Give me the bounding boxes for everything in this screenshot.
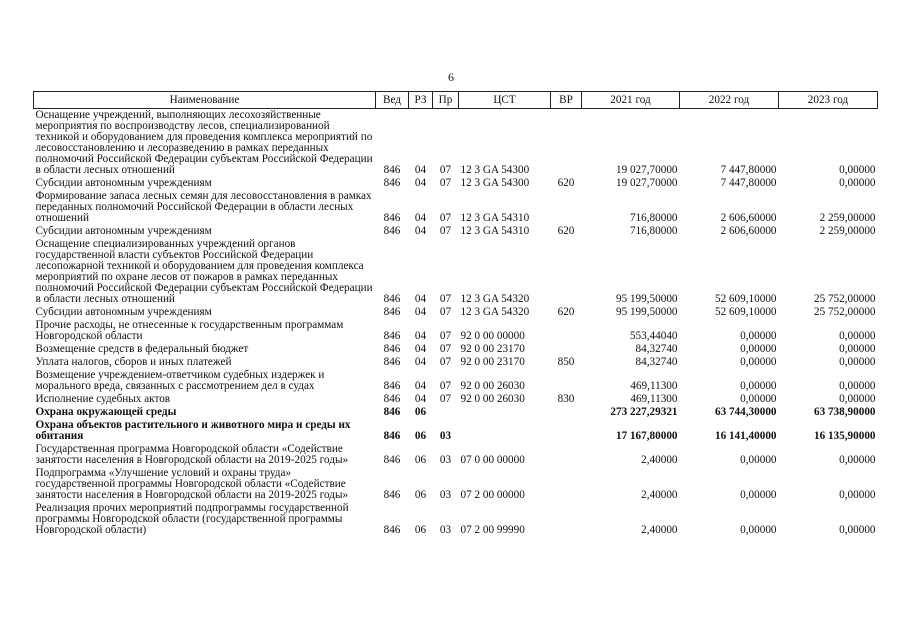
row-name-cell: Формирование запаса лесных семян для лесовосстановления в рамках переданных полномочий Российской Федерации в области лесных отношений bbox=[35, 190, 372, 224]
row-ved-cell: 846 bbox=[383, 454, 401, 466]
row-ved-cell: 846 bbox=[383, 393, 401, 405]
row-cst-cell: 07 0 00 00000 bbox=[460, 454, 525, 466]
row-rz-cell: 04 bbox=[414, 380, 427, 392]
row-vr-cell bbox=[551, 443, 582, 467]
row-2022-value: 7 447,80000 bbox=[720, 164, 777, 176]
row-pr-cell: 07 bbox=[439, 356, 452, 368]
table-row bbox=[34, 319, 878, 343]
row-vr-cell bbox=[551, 343, 582, 356]
row-cst-cell: 12 3 GA 54300 bbox=[460, 164, 530, 176]
row-rz-cell: 06 bbox=[414, 406, 427, 418]
page-number: 6 bbox=[448, 70, 454, 84]
row-2021-value: 553,44040 bbox=[629, 330, 678, 342]
row-pr-cell: 03 bbox=[439, 454, 452, 466]
row-2023-value: 0,00000 bbox=[839, 177, 876, 189]
row-2021-value: 2,40000 bbox=[641, 454, 678, 466]
row-ved-cell: 846 bbox=[383, 524, 401, 536]
table-row bbox=[34, 502, 878, 537]
row-cst-cell: 92 0 00 00000 bbox=[460, 330, 525, 342]
table-row bbox=[34, 467, 878, 502]
row-name-cell: Охрана объектов растительного и животного мира и среды их обитания bbox=[35, 419, 351, 442]
row-name-cell: Исполнение судебных актов bbox=[35, 393, 171, 405]
row-vr-cell bbox=[551, 502, 582, 537]
row-rz-cell: 04 bbox=[414, 225, 427, 237]
row-pr-cell: 07 bbox=[439, 380, 452, 392]
row-2021-value: 273 227,29321 bbox=[610, 406, 678, 418]
row-2023-value: 0,00000 bbox=[839, 489, 876, 501]
row-cst-cell: 92 0 00 23170 bbox=[460, 356, 525, 368]
row-rz-cell: 04 bbox=[414, 330, 427, 342]
row-pr-cell: 03 bbox=[439, 489, 452, 501]
row-pr-cell: 07 bbox=[439, 393, 452, 405]
row-vr-cell: 620 bbox=[557, 225, 575, 237]
table-row bbox=[34, 177, 878, 190]
row-2022-value: 0,00000 bbox=[740, 489, 777, 501]
row-cst-cell: 92 0 00 26030 bbox=[460, 380, 525, 392]
row-name-cell: Прочие расходы, не отнесенные к государственным программам Новгородской области bbox=[35, 319, 344, 342]
row-2022-value: 63 744,30000 bbox=[714, 406, 777, 418]
row-2021-value: 2,40000 bbox=[641, 524, 678, 536]
row-2023-value: 2 259,00000 bbox=[819, 212, 876, 224]
column-header-2021: 2021 год bbox=[582, 92, 680, 109]
row-vr-cell: 830 bbox=[557, 393, 575, 405]
row-2022-value: 0,00000 bbox=[740, 454, 777, 466]
row-2021-value: 84,32740 bbox=[635, 343, 678, 355]
row-2021-value: 95 199,50000 bbox=[615, 293, 678, 305]
row-rz-cell: 04 bbox=[414, 212, 427, 224]
row-2023-value: 25 752,00000 bbox=[813, 293, 876, 305]
table-row bbox=[34, 356, 878, 369]
column-header-pr: Пр bbox=[433, 92, 459, 109]
row-name-cell: Уплата налогов, сборов и иных платежей bbox=[35, 356, 232, 368]
row-2022-value: 0,00000 bbox=[740, 343, 777, 355]
row-2023-value: 0,00000 bbox=[839, 343, 876, 355]
row-ved-cell: 846 bbox=[383, 164, 401, 176]
row-rz-cell: 06 bbox=[414, 430, 427, 442]
row-2021-value: 469,11300 bbox=[630, 380, 678, 392]
row-2021-value: 716,80000 bbox=[629, 225, 678, 237]
row-pr-cell: 07 bbox=[439, 306, 452, 318]
row-ved-cell: 846 bbox=[383, 225, 401, 237]
row-rz-cell: 06 bbox=[414, 524, 427, 536]
row-ved-cell: 846 bbox=[383, 212, 401, 224]
row-vr-cell bbox=[551, 419, 582, 443]
table-row bbox=[34, 190, 878, 225]
row-2023-value: 0,00000 bbox=[839, 454, 876, 466]
row-2022-value: 16 141,40000 bbox=[714, 430, 777, 442]
row-rz-cell: 04 bbox=[414, 164, 427, 176]
row-rz-cell: 04 bbox=[414, 393, 427, 405]
row-2022-value: 0,00000 bbox=[740, 524, 777, 536]
row-cst-cell: 12 3 GA 54320 bbox=[460, 306, 530, 318]
row-pr-cell bbox=[433, 406, 459, 419]
row-2023-value: 0,00000 bbox=[839, 380, 876, 392]
table-row bbox=[34, 393, 878, 406]
row-ved-cell: 846 bbox=[383, 177, 401, 189]
row-2022-value: 7 447,80000 bbox=[720, 177, 777, 189]
row-2023-value: 25 752,00000 bbox=[813, 306, 876, 318]
row-vr-cell bbox=[551, 467, 582, 502]
row-2021-value: 17 167,80000 bbox=[615, 430, 678, 442]
row-vr-cell bbox=[551, 369, 582, 393]
row-name-cell: Субсидии автономным учреждениям bbox=[35, 306, 212, 318]
column-header-vr: ВР bbox=[551, 92, 582, 109]
row-2022-value: 0,00000 bbox=[740, 356, 777, 368]
column-header-name: Наименование bbox=[34, 92, 376, 109]
row-2022-value: 0,00000 bbox=[740, 393, 777, 405]
row-pr-cell: 03 bbox=[439, 430, 452, 442]
row-2021-value: 84,32740 bbox=[635, 356, 678, 368]
row-rz-cell: 06 bbox=[414, 454, 427, 466]
column-header-ved: Вед bbox=[376, 92, 409, 109]
row-cst-cell: 12 3 GA 54320 bbox=[460, 293, 530, 305]
table-row bbox=[34, 225, 878, 238]
row-name-cell: Возмещение средств в федеральный бюджет bbox=[35, 343, 249, 355]
table-header-row bbox=[34, 92, 878, 109]
row-2021-value: 469,11300 bbox=[630, 393, 678, 405]
row-ved-cell: 846 bbox=[383, 406, 401, 418]
row-2023-value: 63 738,90000 bbox=[813, 406, 876, 418]
row-cst-cell: 92 0 00 26030 bbox=[460, 393, 525, 405]
row-name-cell: Государственная программа Новгородской области «Содействие занятости населения в Новгородской области на 2019-2025 годы» bbox=[35, 443, 349, 466]
row-cst-cell bbox=[459, 406, 551, 419]
row-2023-value: 2 259,00000 bbox=[819, 225, 876, 237]
row-name-cell: Подпрограмма «Улучшение условий и охраны труда» государственной программы Новгородской области «Содействие занятости населения в Новгородской области на 2019-2025 годы» bbox=[35, 467, 349, 501]
row-ved-cell: 846 bbox=[383, 306, 401, 318]
table-row bbox=[34, 443, 878, 467]
row-rz-cell: 04 bbox=[414, 177, 427, 189]
row-rz-cell: 04 bbox=[414, 306, 427, 318]
row-vr-cell: 620 bbox=[557, 177, 575, 189]
row-cst-cell: 92 0 00 23170 bbox=[460, 343, 525, 355]
column-header-rz: РЗ bbox=[409, 92, 433, 109]
row-2022-value: 2 606,60000 bbox=[720, 212, 777, 224]
row-2021-value: 19 027,70000 bbox=[615, 177, 678, 189]
budget-table bbox=[33, 91, 878, 537]
row-2021-value: 95 199,50000 bbox=[615, 306, 678, 318]
column-header-2022: 2022 год bbox=[680, 92, 779, 109]
row-rz-cell: 04 bbox=[414, 356, 427, 368]
row-pr-cell: 07 bbox=[439, 177, 452, 189]
row-pr-cell: 03 bbox=[439, 524, 452, 536]
row-vr-cell bbox=[551, 109, 582, 178]
row-2023-value: 0,00000 bbox=[839, 393, 876, 405]
row-rz-cell: 06 bbox=[414, 489, 427, 501]
row-ved-cell: 846 bbox=[383, 430, 401, 442]
row-cst-cell: 12 3 GA 54300 bbox=[460, 177, 530, 189]
row-cst-cell bbox=[459, 419, 551, 443]
row-vr-cell: 620 bbox=[557, 306, 575, 318]
row-name-cell: Охрана окружающей среды bbox=[35, 406, 177, 418]
row-ved-cell: 846 bbox=[383, 343, 401, 355]
row-2023-value: 16 135,90000 bbox=[813, 430, 876, 442]
table-row bbox=[34, 406, 878, 419]
row-ved-cell: 846 bbox=[383, 356, 401, 368]
row-name-cell: Субсидии автономным учреждениям bbox=[35, 225, 212, 237]
row-cst-cell: 12 3 GA 54310 bbox=[460, 212, 530, 224]
row-2021-value: 716,80000 bbox=[629, 212, 678, 224]
table-row bbox=[34, 369, 878, 393]
row-2022-value: 2 606,60000 bbox=[720, 225, 777, 237]
row-2021-value: 19 027,70000 bbox=[615, 164, 678, 176]
row-ved-cell: 846 bbox=[383, 380, 401, 392]
row-2023-value: 0,00000 bbox=[839, 164, 876, 176]
row-vr-cell bbox=[551, 319, 582, 343]
row-name-cell: Субсидии автономным учреждениям bbox=[35, 177, 212, 189]
table-row bbox=[34, 343, 878, 356]
column-header-2023: 2023 год bbox=[779, 92, 878, 109]
row-2023-value: 0,00000 bbox=[839, 356, 876, 368]
table-row bbox=[34, 109, 878, 178]
row-name-cell: Реализация прочих мероприятий подпрограммы государственной программы Новгородской области (государственной программы Новгородской области) bbox=[35, 502, 349, 536]
row-pr-cell: 07 bbox=[439, 293, 452, 305]
row-ved-cell: 846 bbox=[383, 293, 401, 305]
row-rz-cell: 04 bbox=[414, 343, 427, 355]
row-pr-cell: 07 bbox=[439, 164, 452, 176]
row-ved-cell: 846 bbox=[383, 489, 401, 501]
table-row bbox=[34, 306, 878, 319]
row-2023-value: 0,00000 bbox=[839, 330, 876, 342]
row-vr-cell bbox=[551, 190, 582, 225]
row-rz-cell: 04 bbox=[414, 293, 427, 305]
row-2022-value: 0,00000 bbox=[740, 380, 777, 392]
row-2022-value: 0,00000 bbox=[740, 330, 777, 342]
row-2022-value: 52 609,10000 bbox=[714, 293, 777, 305]
row-cst-cell: 07 2 00 99990 bbox=[460, 524, 525, 536]
row-pr-cell: 07 bbox=[439, 330, 452, 342]
row-cst-cell: 07 2 00 00000 bbox=[460, 489, 525, 501]
row-pr-cell: 07 bbox=[439, 225, 452, 237]
row-name-cell: Оснащение учреждений, выполняющих лесохозяйственные мероприятия по воспроизводству лесов, специализированной техникой и оборудованием для проведения комплекса мероприятий по лесовосстановлению и лесоразведению в рамках переданных полномочий Российской Федерации субъектам Российской Федерации в области лесных отношений bbox=[35, 109, 373, 176]
table-row bbox=[34, 238, 878, 306]
row-name-cell: Возмещение учреждением-ответчиком судебных издержек и морального вреда, связанных с рассмотрением дел в судах bbox=[35, 369, 325, 392]
row-2022-value: 52 609,10000 bbox=[714, 306, 777, 318]
row-vr-cell bbox=[551, 406, 582, 419]
column-header-cst: ЦСТ bbox=[459, 92, 551, 109]
row-name-cell: Оснащение специализированных учреждений органов государственной власти субъектов Российской Федерации лесопожарной техникой и оборудованием для проведения комплекса мероприятий по охране лесов от пожаров в рамках переданных полномочий Российской Федерации субъектам Российской Федерации в области лесных отношений bbox=[35, 238, 373, 305]
row-cst-cell: 12 3 GA 54310 bbox=[460, 225, 530, 237]
row-vr-cell: 850 bbox=[557, 356, 575, 368]
row-2023-value: 0,00000 bbox=[839, 524, 876, 536]
row-pr-cell: 07 bbox=[439, 343, 452, 355]
row-2021-value: 2,40000 bbox=[641, 489, 678, 501]
table-row bbox=[34, 419, 878, 443]
row-vr-cell bbox=[551, 238, 582, 306]
row-ved-cell: 846 bbox=[383, 330, 401, 342]
row-pr-cell: 07 bbox=[439, 212, 452, 224]
